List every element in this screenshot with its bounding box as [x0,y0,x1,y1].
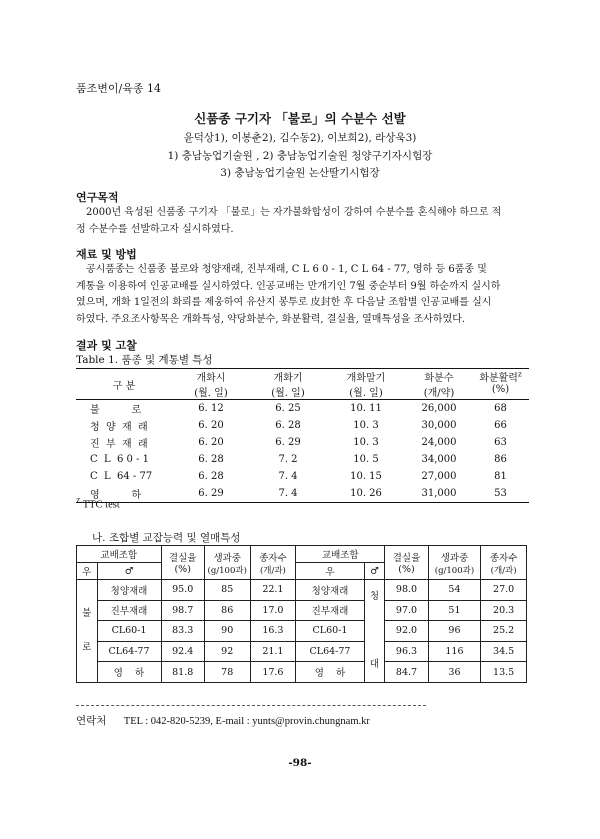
cell: 86 [204,600,250,621]
methods-paragraph [76,262,526,328]
cell: 6. 12 [198,403,224,414]
row-name: C L 6 0 - 1 [90,454,150,465]
header-label: 생과중 [213,552,241,564]
female-symbol: 우 [77,563,98,580]
header-label: 결실율 [168,553,197,564]
cell: 81.8 [161,662,204,683]
row-name: 진 부 재 래 [90,439,148,450]
header-unit: (%) [398,564,415,575]
cell: 96.3 [385,641,428,662]
cell: 78 [204,662,250,683]
cell: 51 [428,600,481,621]
cell: 6. 25 [275,403,301,414]
methods-line: 계통을 이용하여 인공교배를 실시하였다. 인공교배는 만개기인 7월 중순부터 9월 하순까지 실시하 [76,280,501,292]
table1-header-pollen-viability [472,369,529,385]
header-unit: (g/100과) [207,565,247,576]
row-name: 불 로 [90,405,142,416]
cell: 10. 15 [350,471,382,482]
cell: 85 [204,580,250,601]
male-parent-cheongyang [364,580,385,683]
table1-header-bloom-peak: 개화기 [273,373,303,384]
purpose-line: 2000년 육성된 신품종 구기자 「불로」는 자가불화합성이 강하여 수분수를 혼식해야 하므로 적 [86,207,502,218]
cell: 81 [494,471,507,482]
table-row [77,662,527,683]
affiliation-line-1: 1) 충남농업기술원 , 2) 충남농업기술원 청양구기자시험장 [167,150,433,162]
female-parent: 진부재래 [296,600,365,621]
table1-header-bloom-end: 개화말기 [346,373,386,384]
cell: 7. 2 [278,454,298,465]
cell: 36 [428,662,481,683]
table-row [77,641,527,662]
cell: 90 [204,621,250,642]
cell: 34,000 [421,454,457,465]
cell: 10. 26 [350,488,382,499]
table2-caption: 나. 조합별 교잡능력 및 열매특성 [92,532,241,544]
cell: 92.4 [161,641,204,662]
contact-details: TEL : 042-820-5239, E-mail : yunts@provin.chungnam.kr [123,716,370,727]
header-unit: (%) [174,564,191,575]
table2-header-combo-left: 교배조합 [77,546,162,563]
table2-header-weight [204,546,250,580]
row-name: 청 양 재 래 [90,422,148,433]
table1-unit: (%) [491,384,510,395]
results-heading: 결과 및 고찰 [76,339,137,352]
methods-line: 였으며, 개화 1일전의 화뢰를 제웅하여 유산지 봉투로 皮封한 후 다음날 조합별 인공교배를 실시 [76,297,492,308]
male-parent: 청양재래 [97,580,161,601]
cell: 26,000 [421,403,457,414]
cell: 30,000 [421,420,457,431]
parent-char: 로 [82,642,92,653]
cell: 6. 28 [198,471,224,482]
male-parent: CL60-1 [97,621,161,642]
methods-line: 공시품종는 신품종 불로와 청양재래, 진부재래, C L 6 0 - 1, C L 64 - 77, 영하 등 6품종 및 [86,264,487,275]
cell: 24,000 [421,437,457,448]
female-parent: CL60-1 [296,621,365,642]
female-parent: 청양재래 [296,580,365,601]
female-parent: CL64-77 [296,641,365,662]
cell: 10. 3 [353,437,379,448]
cell: 98.7 [161,600,204,621]
header-unit: (개/과) [490,565,517,576]
cell: 10. 11 [350,403,382,414]
cell: 6. 29 [198,488,224,499]
male-parent: 영 하 [97,662,161,683]
parent-char: 불 [82,608,92,619]
cell: 95.0 [161,580,204,601]
row-name: 영 하 [90,490,142,501]
male-parent: 진부재래 [97,600,161,621]
cell: 22.1 [250,580,296,601]
table-row [76,451,529,468]
affiliation-line-2: 3) 충남농업기술원 논산딸기시험장 [220,167,380,179]
header-unit: (g/100과) [434,565,475,576]
pollen-viability-label: 화분활력 [479,373,518,384]
cell: 20.3 [481,600,527,621]
female-parent-bullo [77,580,98,683]
cell: 6. 28 [275,420,301,431]
male-symbol: ♂ [364,563,385,580]
table-row [77,600,527,621]
header-label: 종자수 [259,552,287,564]
parent-char: 청 [369,591,380,602]
purpose-heading: 연구목적 [76,191,119,204]
table-row [76,434,529,451]
male-parent: CL64-77 [97,641,161,662]
footnote-text: TTC test [82,499,120,511]
cell: 6. 29 [275,437,301,448]
table1-unit: (월. 일) [271,388,305,399]
table-row [76,485,529,503]
table1-unit: (월. 일) [194,388,228,399]
cell: 16.3 [250,621,296,642]
page-number: -98- [288,757,312,769]
cell: 10. 5 [353,454,379,465]
cell: 13.5 [481,662,527,683]
cell: 27,000 [421,471,457,482]
cell: 68 [494,403,507,414]
male-symbol: ♂ [97,563,161,580]
cell: 83.3 [161,621,204,642]
cell: 97.0 [385,600,428,621]
cell: 63 [494,437,507,448]
table1 [76,368,529,503]
cell: 7. 4 [278,471,298,482]
cell: 21.1 [250,641,296,662]
footer-contact [76,713,370,728]
cell: 34.5 [481,641,527,662]
table1-header-category: 구 분 [112,380,136,392]
table2-header-fruit-set [161,546,204,580]
table2-header-fruit-set [385,546,428,580]
table2-header-combo-right: 교배조합 [296,546,385,563]
cell: 27.0 [481,580,527,601]
purpose-paragraph [76,205,526,238]
header-unit: (개/과) [259,565,286,576]
cell: 6. 20 [198,437,224,448]
cell: 6. 28 [198,454,224,465]
paper-authors: 윤덕상1), 이봉춘2), 김수동2), 이보희2), 라상욱3) [183,132,417,144]
cell: 17.6 [250,662,296,683]
table1-caption: Table 1. 품종 및 계통별 특성 [76,354,213,366]
table-row [77,580,527,601]
table1-footnote [76,497,120,511]
cell: 54 [428,580,481,601]
cell: 92.0 [385,621,428,642]
table2-header-seeds [250,546,296,580]
methods-heading: 재료 및 방법 [76,248,137,261]
table2-header-weight [428,546,481,580]
contact-label: 연락처 [76,715,107,727]
cell: 25.2 [481,621,527,642]
table-row [76,468,529,485]
parent-spacer [367,614,383,648]
cell: 10. 3 [353,420,379,431]
table1-header-bloom-start: 개화시 [196,373,226,384]
cell: 84.7 [385,662,428,683]
table-row [77,621,527,642]
female-parent: 영 하 [296,662,365,683]
table-row [76,417,529,434]
cell: 116 [428,641,481,662]
running-header: 품조변이/육종 14 [76,82,161,95]
methods-line: 하였다. 주요조사항목은 개화특성, 약당화분수, 화분활력, 결실율, 열매특성을 조사하였다. [76,313,466,325]
header-label: 생과중 [440,552,469,564]
cell: 6. 20 [198,420,224,431]
female-symbol: 우 [296,563,365,580]
parent-char: 대 [369,659,380,670]
cell: 31,000 [421,488,457,499]
table1-unit: (월. 일) [349,388,383,399]
cell: 92 [204,641,250,662]
footnote-marker: z [517,370,522,379]
table1-unit: (개/약) [423,388,455,399]
cell: 98.0 [385,580,428,601]
cell: 66 [494,420,507,431]
footer-divider [76,705,426,706]
table2-header-seeds [481,546,527,580]
cell: 17.0 [250,600,296,621]
footnote-sup: Z [76,497,81,505]
table1-header-pollen-count: 화분수 [424,373,454,384]
cell: 53 [494,488,507,499]
paper-title: 신품종 구기자 「불로」의 수분수 선발 [194,111,406,126]
purpose-line: 정 수분수를 선발하고자 실시하였다. [76,223,234,235]
cell: 7. 4 [278,488,298,499]
cell: 86 [494,454,507,465]
table-row [76,400,529,418]
table2 [76,545,527,683]
header-label: 종자수 [489,552,518,564]
cell: 96 [428,621,481,642]
header-label: 결실율 [392,553,421,564]
row-name: C L 64 - 77 [90,471,153,482]
